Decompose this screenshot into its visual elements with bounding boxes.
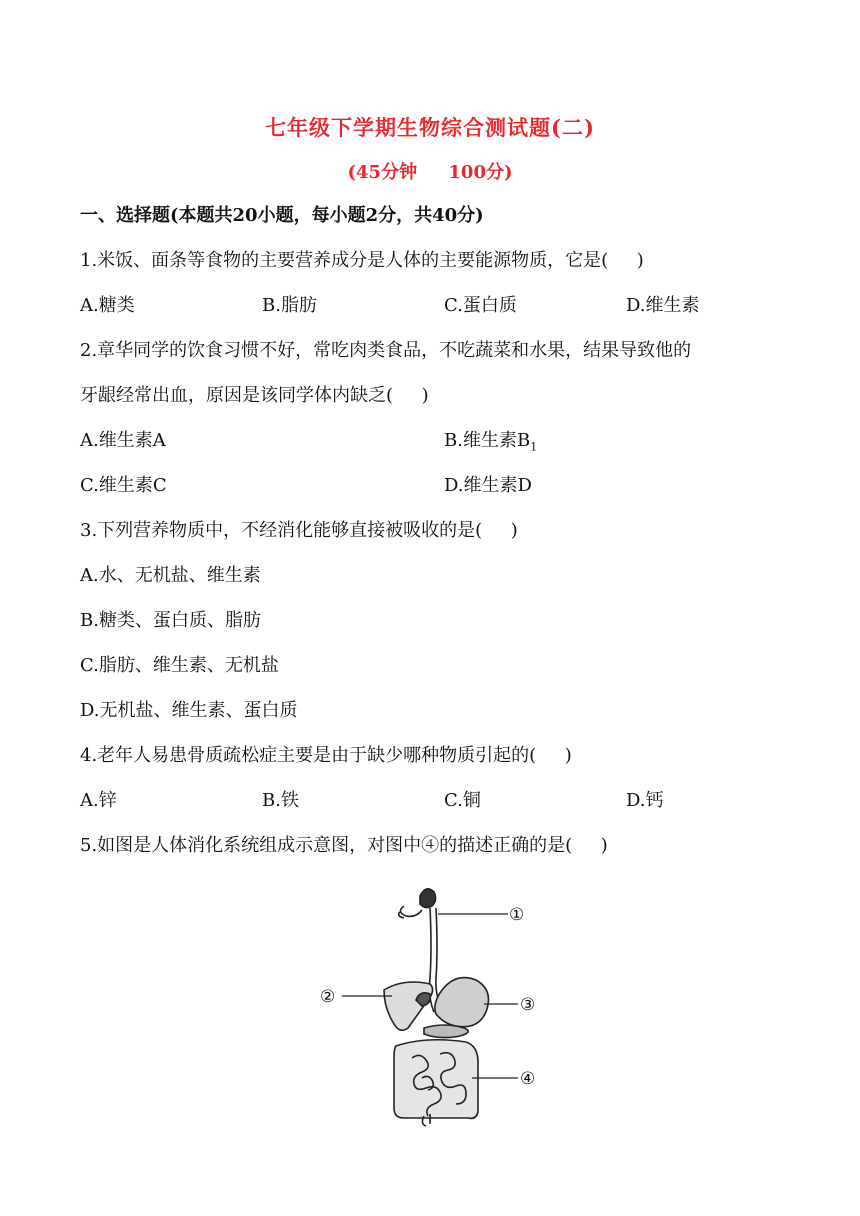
q4-option-d: D.钙 bbox=[626, 790, 664, 811]
question-1-stem: 1.米饭、面条等食物的主要营养成分是人体的主要能源物质，它是( ) bbox=[80, 250, 644, 271]
question-3-stem: 3.下列营养物质中，不经消化能够直接被吸收的是( ) bbox=[80, 520, 518, 541]
q3-option-c: C.脂肪、维生素、无机盐 bbox=[80, 655, 279, 676]
q1-option-d: D.维生素 bbox=[626, 295, 700, 316]
label-3: ③ bbox=[520, 995, 536, 1015]
question-2-stem-line2: 牙龈经常出血，原因是该同学体内缺乏( ) bbox=[80, 385, 429, 406]
digestive-system-diagram bbox=[312, 878, 546, 1128]
q2-option-b bbox=[444, 429, 537, 460]
page-title: 七年级下学期生物综合测试题(二) bbox=[265, 115, 595, 140]
label-2: ② bbox=[320, 987, 336, 1007]
q1-option-c: C.蛋白质 bbox=[444, 295, 517, 316]
question-2-stem-line1: 2.章华同学的饮食习惯不好，常吃肉类食品，不吃蔬菜和水果，结果导致他的 bbox=[80, 340, 692, 361]
q2-option-c: C.维生素C bbox=[80, 475, 167, 496]
q4-option-c: C.铜 bbox=[444, 790, 481, 811]
q2-option-b-subscript: 1 bbox=[530, 440, 538, 454]
page-subtitle: (45分钟 100分) bbox=[347, 162, 513, 183]
q2-option-d: D.维生素D bbox=[444, 475, 532, 496]
q4-option-a: A.锌 bbox=[80, 790, 117, 811]
q3-option-b: B.糖类、蛋白质、脂肪 bbox=[80, 610, 261, 631]
q1-option-b: B.脂肪 bbox=[262, 295, 317, 316]
q2-option-a: A.维生素A bbox=[80, 430, 166, 451]
q3-option-a: A.水、无机盐、维生素 bbox=[80, 565, 261, 586]
question-4-stem: 4.老年人易患骨质疏松症主要是由于缺少哪种物质引起的( ) bbox=[80, 745, 572, 766]
section-heading: 一、选择题(本题共20小题，每小题2分，共40分) bbox=[80, 205, 484, 226]
q2-option-b-text: B.维生素B bbox=[444, 430, 531, 451]
q3-option-d: D.无机盐、维生素、蛋白质 bbox=[80, 700, 298, 721]
q1-option-a: A.糖类 bbox=[80, 295, 135, 316]
label-4: ④ bbox=[520, 1069, 536, 1089]
q4-option-b: B.铁 bbox=[262, 790, 299, 811]
label-1: ① bbox=[509, 905, 525, 925]
question-5-stem: 5.如图是人体消化系统组成示意图，对图中④的描述正确的是( ) bbox=[80, 835, 608, 856]
